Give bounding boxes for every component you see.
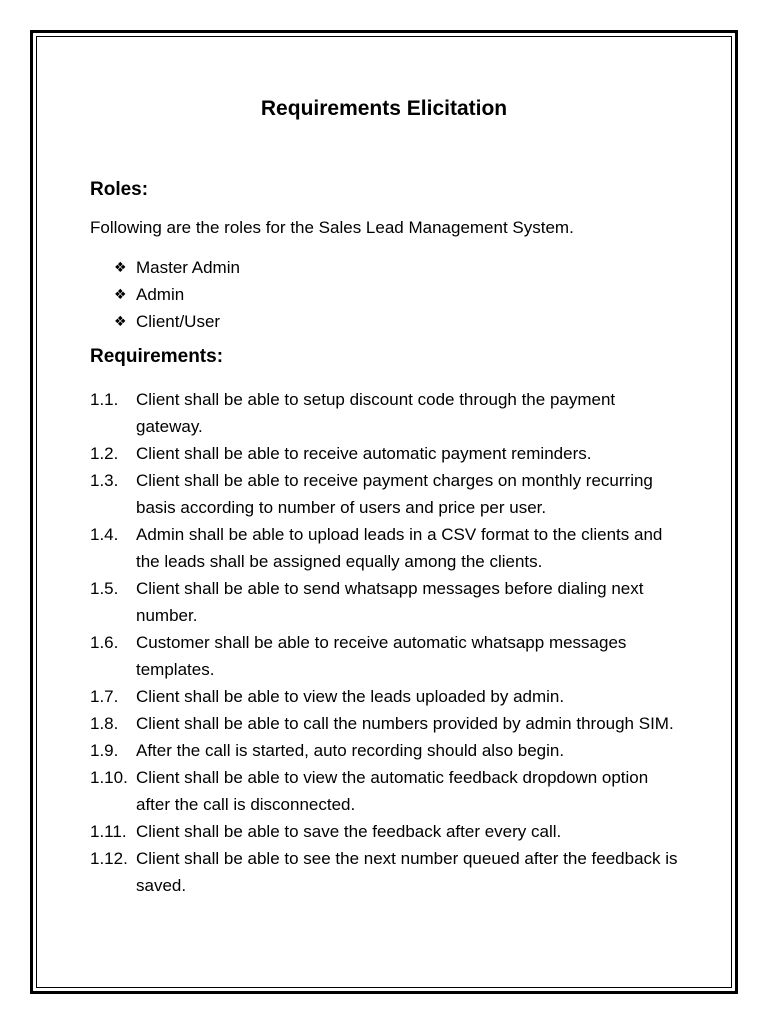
roles-intro: Following are the roles for the Sales Lead Management System. <box>90 218 574 237</box>
diamond-bullet-icon: ❖ <box>114 259 127 275</box>
role-label: Client/User <box>136 312 221 331</box>
role-item <box>114 308 240 335</box>
requirement-item <box>90 440 680 467</box>
requirement-number: 1.2. <box>90 444 119 463</box>
requirement-text: Client shall be able to setup discount code through the payment gateway. <box>136 390 616 436</box>
requirements-heading: Requirements: <box>90 346 224 367</box>
requirement-number: 1.7. <box>90 687 119 706</box>
role-label: Master Admin <box>136 258 240 277</box>
requirement-number: 1.6. <box>90 633 119 652</box>
requirement-text: Client shall be able to save the feedback after every call. <box>136 822 562 841</box>
requirement-text: Client shall be able to view the leads uploaded by admin. <box>136 687 565 706</box>
requirement-item <box>90 764 680 818</box>
requirement-number: 1.10. <box>90 768 128 787</box>
requirement-text: Client shall be able to view the automatic feedback dropdown option after the call is disconnected. <box>136 768 649 814</box>
requirement-number: 1.3. <box>90 471 119 490</box>
diamond-bullet-icon: ❖ <box>114 313 127 329</box>
diamond-bullet-icon: ❖ <box>114 286 127 302</box>
requirement-item <box>90 710 680 737</box>
requirement-number: 1.12. <box>90 849 128 868</box>
requirement-number: 1.4. <box>90 525 119 544</box>
requirement-item <box>90 629 680 683</box>
role-item <box>114 254 240 281</box>
role-item <box>114 281 240 308</box>
roles-heading: Roles: <box>90 179 149 200</box>
requirement-item <box>90 818 680 845</box>
requirement-text: Client shall be able to call the numbers provided by admin through SIM. <box>136 714 674 733</box>
requirement-number: 1.5. <box>90 579 119 598</box>
requirement-number: 1.9. <box>90 741 119 760</box>
requirement-number: 1.1. <box>90 390 119 409</box>
requirement-item <box>90 386 680 440</box>
requirement-text: Client shall be able to see the next number queued after the feedback is saved. <box>136 849 678 895</box>
requirement-item <box>90 467 680 521</box>
requirement-text: Client shall be able to send whatsapp messages before dialing next number. <box>136 579 644 625</box>
requirement-text: After the call is started, auto recording should also begin. <box>136 741 565 760</box>
requirement-text: Admin shall be able to upload leads in a CSV format to the clients and the leads shall be assigned equally among the clients. <box>136 525 663 571</box>
requirement-text: Customer shall be able to receive automatic whatsapp messages templates. <box>136 633 627 679</box>
requirement-item <box>90 737 680 764</box>
requirement-text: Client shall be able to receive automatic payment reminders. <box>136 444 592 463</box>
requirements-list <box>90 386 680 899</box>
requirement-item <box>90 575 680 629</box>
requirement-item <box>90 845 680 899</box>
requirement-number: 1.11. <box>90 822 127 841</box>
requirement-text: Client shall be able to receive payment charges on monthly recurring basis according to number of users and price per user. <box>136 471 653 517</box>
document-title: Requirements Elicitation <box>260 97 508 120</box>
requirement-item <box>90 521 680 575</box>
roles-list <box>114 254 240 335</box>
requirement-item <box>90 683 680 710</box>
role-label: Admin <box>136 285 185 304</box>
requirement-number: 1.8. <box>90 714 119 733</box>
